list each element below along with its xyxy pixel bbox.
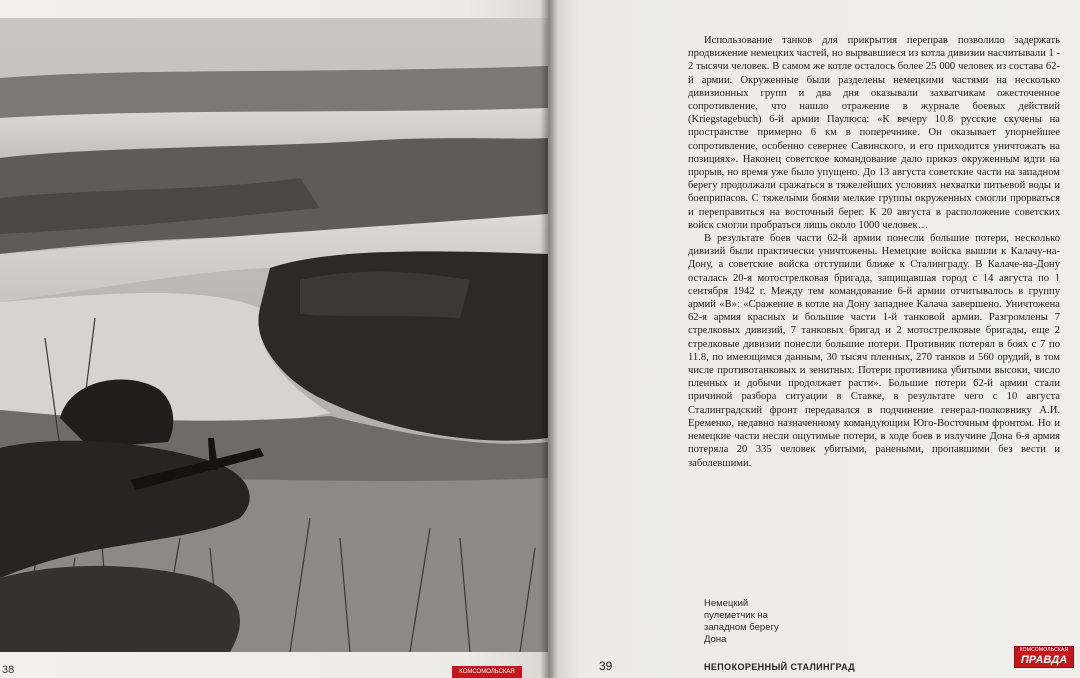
- river-landscape-photo: [0, 18, 548, 652]
- logo-main-text: ПРАВДА: [1020, 654, 1068, 666]
- photo-caption: [704, 598, 814, 646]
- photo-illustration: [0, 18, 548, 652]
- left-page-number: 38: [2, 664, 15, 676]
- newspaper-logo: [1014, 646, 1074, 668]
- logo-left-text: КОМСОМОЛЬСКАЯ: [459, 669, 515, 675]
- article-text: [688, 34, 1060, 554]
- running-title: НЕПОКОРЕННЫЙ СТАЛИНГРАД: [704, 662, 856, 672]
- right-page-number: 39: [599, 659, 613, 673]
- article-paragraph: Использование танков для прикрытия переправ позволило задержать продвижение немецких частей, но вырвавшиеся из котла дивизии насчитывали 1 - 2 тысячи человек. В самом же котле осталось более 25 000 человек из состава 62-й армии. Окруженные были разделены немецкими частями на несколько дивизионных групп и два дня оказывали захватчикам ожесточенное сопротивление, что нашло отражение в журнале боевых действий (Kriegstagebuch) 6-й армии Паулюса: «К вечеру 10.8 русские скучены на пространстве примерно 6 км в поперечнике. Он оказывает упорнейшее сопротивление, особенно севернее Савинского, и его приходится уничтожать на позициях». Наконец советское командование дало приказ окруженным идти на прорыв, но время уже было упущено. До 13 августа советские части на западном берегу продолжали сражаться в тяжелейших условиях нехватки питьевой воды и боеприпасов. С тяжелыми боями мелкие группы окруженных смогли прорваться и переправиться на восточный берег. К 20 августа в расположение советских войск смогли пробраться лишь около 1000 человек…: [688, 35, 1060, 231]
- book-gutter: [540, 0, 558, 678]
- article-paragraph: В результате боев части 62-й армии понесли большие потери, несколько дивизий были практически уничтожены. Немецкие войска вышли к Калачу-на-Дону, а советские войска отступили ближе к Сталинграду. В Калаче-на-Дону осталась 20-я мотострелковая бригада, защищавшая город с 14 августа по 1 сентября 1942 г. Между тем командование 6-й армии отчитывалось в группу армий «B»: «Сражение в котле на Дону западнее Калача завершено. Уничтожена 62-я армия красных и большие части 1-й танковой армии. Разгромлены 7 стрелковых дивизий, 7 танковых бригад и 2 мотострелковые бригады, еще 2 стрелковые дивизии понесли большие потери. Противник потерял в боях с 7 по 11.8, по имеющимся данным, 30 тысяч пленных, 270 танков и 560 орудий, в том числе противотанковых и зенитных. Потери противника убитыми высоки, число пленных и добычи продолжает расти». Большие потери 62-й армии стали причиной разбора ситуации в Ставке, в результате чего с 10 августа Сталинградский фронт передавался в подчинение генерал-полковнику А.И. Еременко, недавно назначенному командующим Юго-Восточным фронтом. Но и немецкие части несли ощутимые потери, в ходе боев в излучине Дона 6-я армия потеряла 20 335 человек убитыми, ранеными, пропавшими без вести и заболевшими.: [688, 233, 1060, 469]
- caption-line: пулеметчик на: [704, 610, 768, 621]
- caption-line: западном берегу: [704, 622, 779, 633]
- logo-top-text: КОМСОМОЛЬСКАЯ: [1019, 647, 1069, 653]
- newspaper-logo-left: [452, 666, 522, 678]
- caption-line: Немецкий: [704, 598, 749, 609]
- caption-line: Дона: [704, 634, 727, 645]
